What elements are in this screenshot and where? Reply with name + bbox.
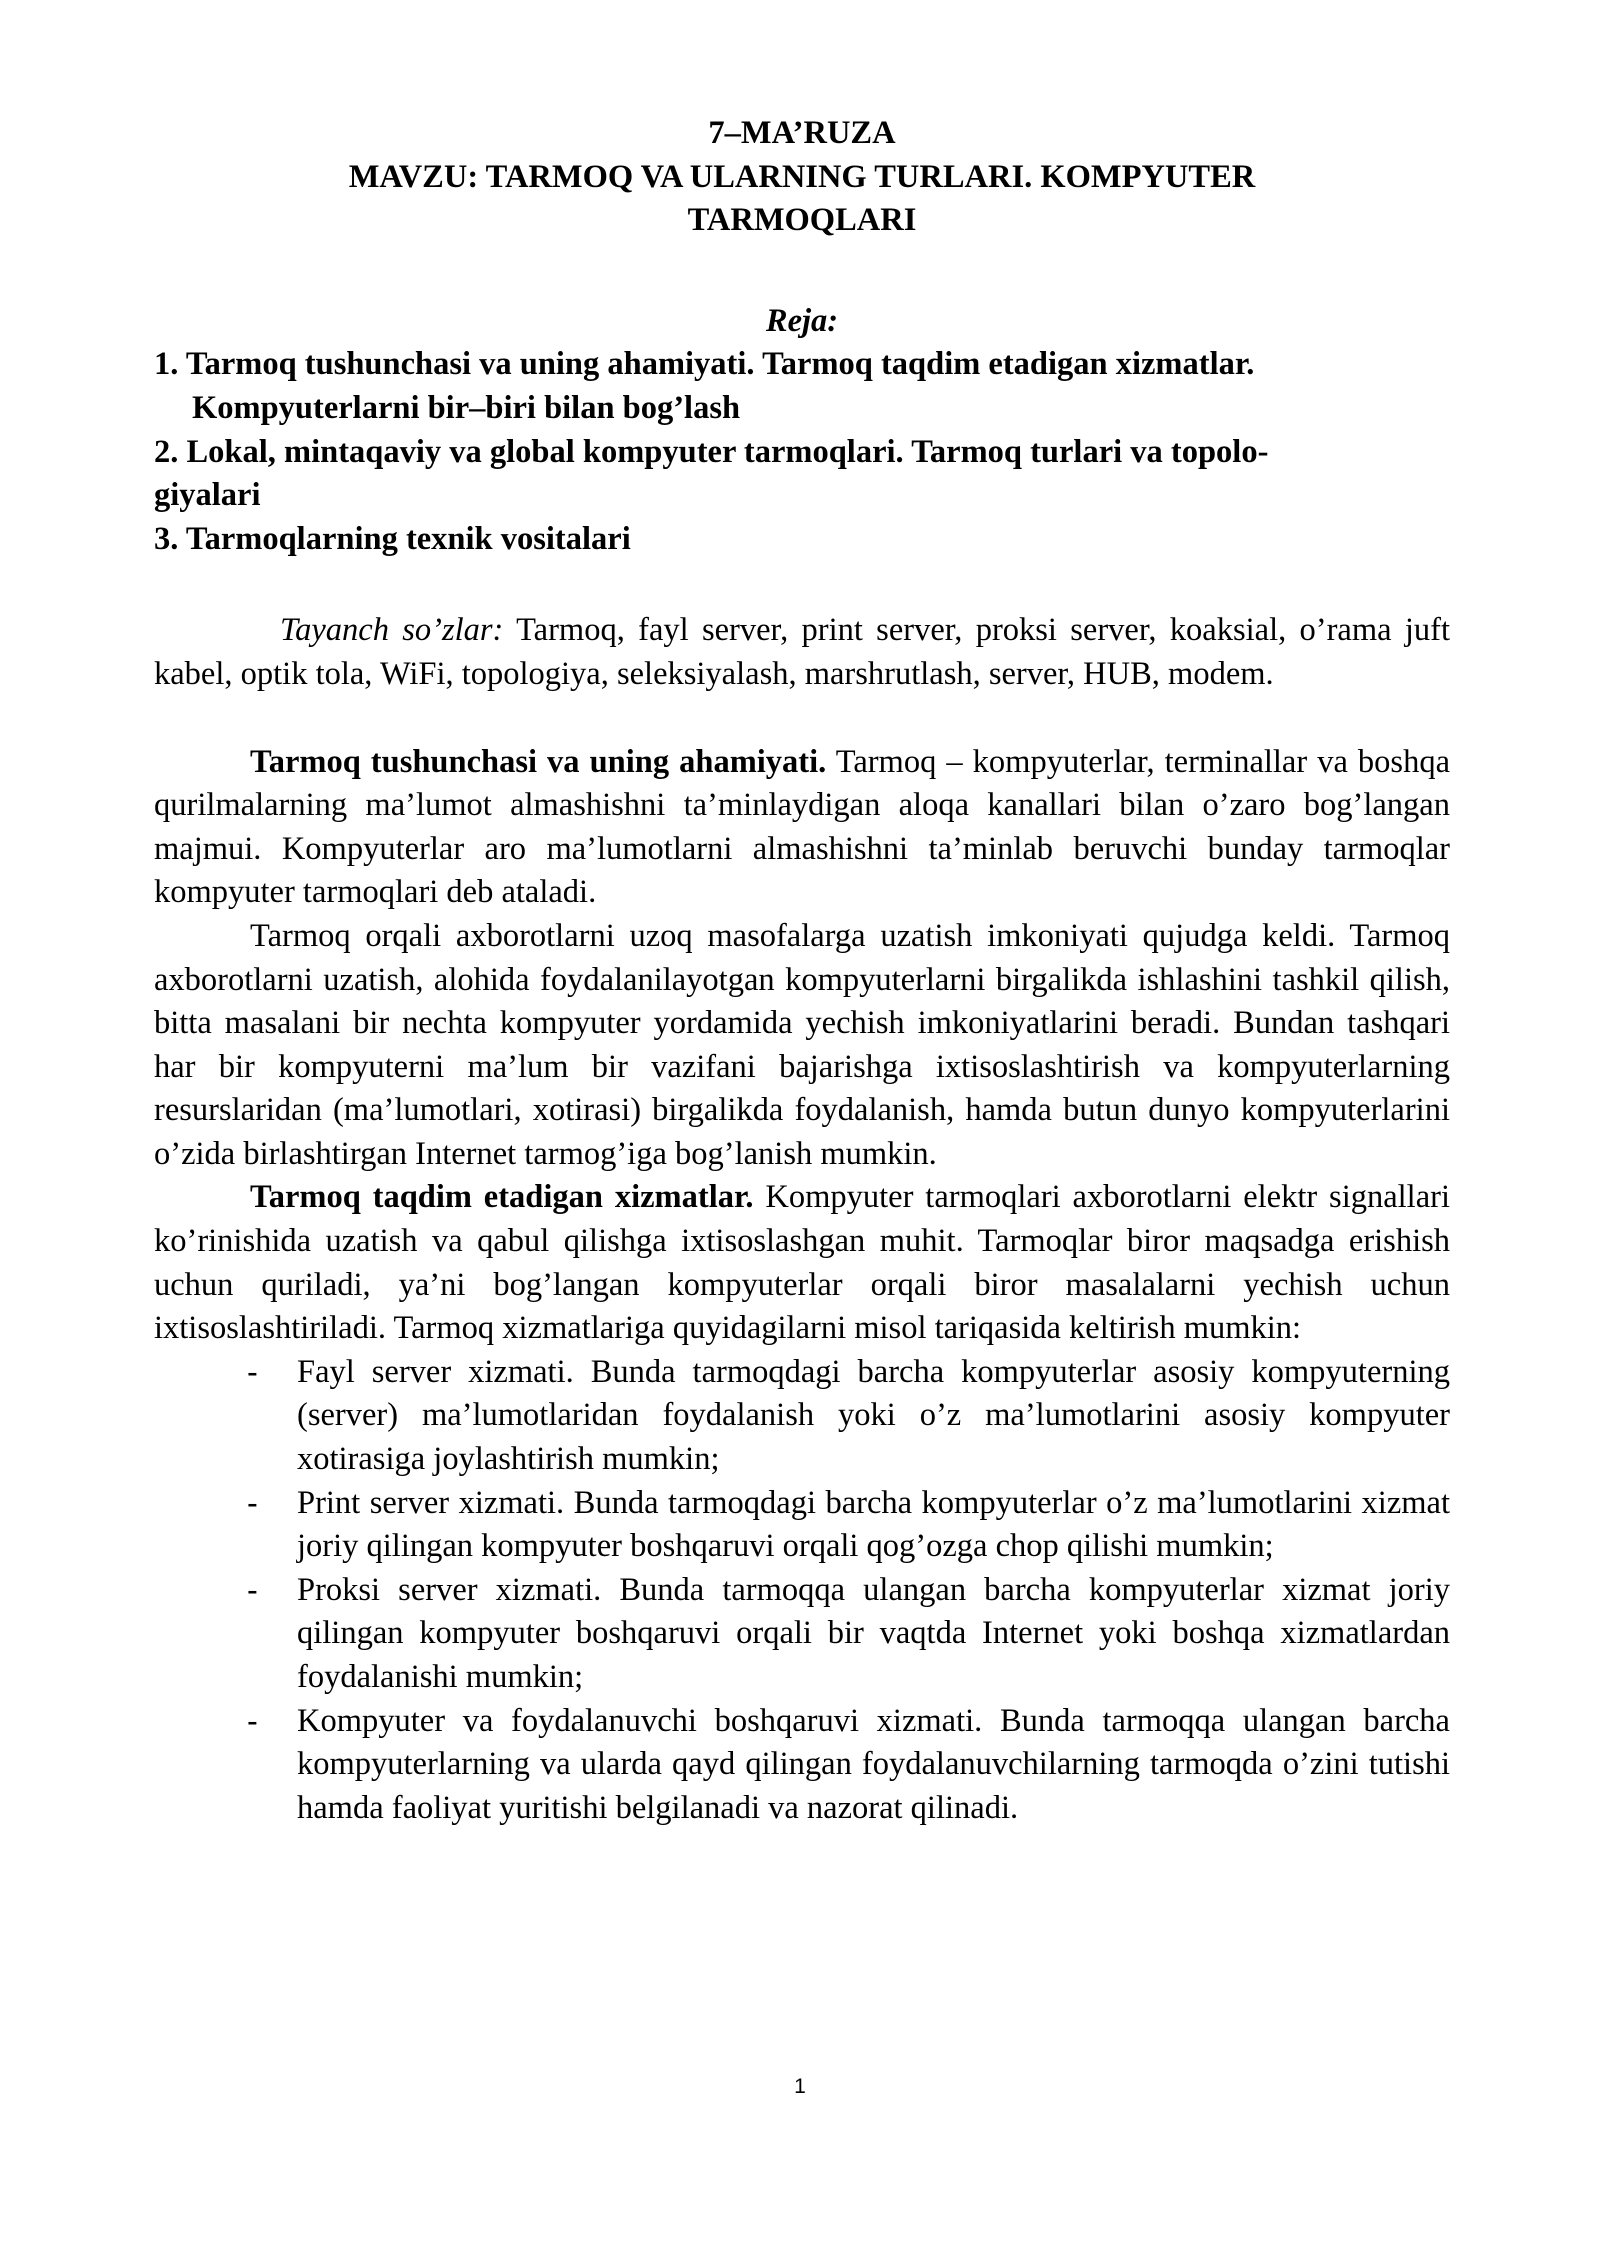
plan-item-1 <box>154 343 1450 430</box>
lecture-number: 7–MA’RUZA <box>708 115 896 151</box>
services-heading: Tarmoq taqdim etadigan xizmatlar. <box>250 1179 754 1216</box>
bullet-dash: - <box>247 1702 258 1739</box>
plan-item-2 <box>154 431 1450 518</box>
plan-title: Reja: <box>765 302 839 339</box>
keywords-label: Tayanch so’zlar: <box>280 612 504 649</box>
page-content <box>154 112 1450 1830</box>
services-list <box>154 1351 1450 1831</box>
plan-list <box>154 343 1450 561</box>
concept-text: Tarmoq – kompyuterlar, terminallar va boshqa qurilmalarning ma’lumot almashishni ta’minlaydigan aloqa kanallari bilan o’zaro bog’langan majmui. Kompyuterlar aro ma’lumotlarni almashishni ta’minlab beruvchi bunday tarmoqlar kompyuter tarmoqlari deb ataladi. <box>154 743 1451 911</box>
plan-item-1-line-2: Kompyuterlarni bir–biri bilan bog’lash <box>192 389 741 426</box>
concept-heading: Tarmoq tushunchasi va uning ahamiyati. <box>250 743 827 780</box>
services-list-item <box>247 1569 1450 1700</box>
bullet-dash: - <box>247 1484 258 1521</box>
bullet-dash: - <box>247 1571 258 1608</box>
plan-item-3 <box>154 518 1450 562</box>
plan-item-2-line-2: giyalari <box>154 477 261 514</box>
service-item-text: Print server xizmati. Bunda tarmoqdagi barcha kompyuterlar o’z ma’lumotlarini xizmat joriy qilingan kompyuter boshqaruvi orqali qog’ozga chop qilishi mumkin; <box>297 1484 1450 1565</box>
service-item-text: Kompyuter va foydalanuvchi boshqaruvi xizmati. Bunda tarmoqqa ulangan barcha kompyuterlarning va ularda qayd qilingan foydalanuvchilarning tarmoqda o’zini tutishi hamda faoliyat yuritishi belgilanadi va nazorat qilinadi. <box>297 1702 1450 1826</box>
plan-item-1-line-1: 1. Tarmoq tushunchasi va uning ahamiyati. Tarmoq taqdim etadigan xizmatlar. <box>154 346 1255 383</box>
topic-title-line-1: MAVZU: TARMOQ VA ULARNING TURLARI. KOMPYUTER <box>348 158 1256 195</box>
importance-paragraph <box>154 915 1450 1177</box>
plan-item-3-line-1: 3. Tarmoqlarning texnik vositalari <box>154 520 631 557</box>
services-paragraph <box>154 1176 1450 1350</box>
service-item-text: Proksi server xizmati. Bunda tarmoqqa ulangan barcha kompyuterlar xizmat joriy qilingan kompyuter boshqaruvi orqali bir vaqtda Internet yoki boshqa xizmatlardan foydalanishi mumkin; <box>297 1571 1450 1695</box>
plan-item-2-line-1: 2. Lokal, mintaqaviy va global kompyuter tarmoqlari. Tarmoq turlari va topolo- <box>154 433 1269 470</box>
keywords-text: Tarmoq, fayl server, print server, proksi server, koaksial, o’rama juft kabel, optik tola, WiFi, topologiya, seleksiyalash, marshrutlash, server, HUB, modem. <box>154 612 1450 692</box>
importance-text: Tarmoq orqali axborotlarni uzoq masofalarga uzatish imkoniyati qujudga keldi. Tarmoq axborotlarni uzatish, alohida foydalanilayotgan kompyuterlarni birgalikda ishlashini tashkil qilish, bitta masalani bir nechta kompyuter yordamida yechish imkoniyatlarini beradi. Bundan tashqari har bir kompyuterni ma’lum bir vazifani bajarishga ixtisoslashtirish va kompyuterlarning resurslaridan (ma’lumotlari, xotirasi) birgalikda foydalanish, hamda butun dunyo kompyuterlarini o’zida birlashtirgan Internet tarmog’iga bog’lanish mumkin. <box>154 917 1450 1172</box>
keywords-paragraph <box>154 609 1450 696</box>
concept-paragraph <box>154 741 1450 915</box>
services-text: Kompyuter tarmoqlari axborotlarni elektr signallari ko’rinishida uzatish va qabul qilishga ixtisoslashgan muhit. Tarmoqlar biror maqsadga erishish uchun quriladi, ya’ni bog’langan kompyuterlar orqali biror masalalarni yechish uchun ixtisoslashtiriladi. Tarmoq xizmatlariga quyidagilarni misol tariqasida keltirish mumkin: <box>154 1179 1450 1347</box>
topic-title-line-2: TARMOQLARI <box>687 202 917 239</box>
service-item-text: Fayl server xizmati. Bunda tarmoqdagi barcha kompyuterlar asosiy kompyuterning (server) ma’lumotlaridan foydalanish yoki o’z ma’lumotlarini asosiy kompyuter xotirasiga joylashtirish mumkin; <box>297 1353 1450 1478</box>
services-list-item <box>247 1700 1450 1831</box>
title-block <box>154 112 1450 243</box>
services-list-item <box>247 1351 1450 1482</box>
bullet-dash: - <box>247 1353 258 1390</box>
services-list-item <box>247 1482 1450 1569</box>
page-number: 1 <box>794 2075 806 2098</box>
